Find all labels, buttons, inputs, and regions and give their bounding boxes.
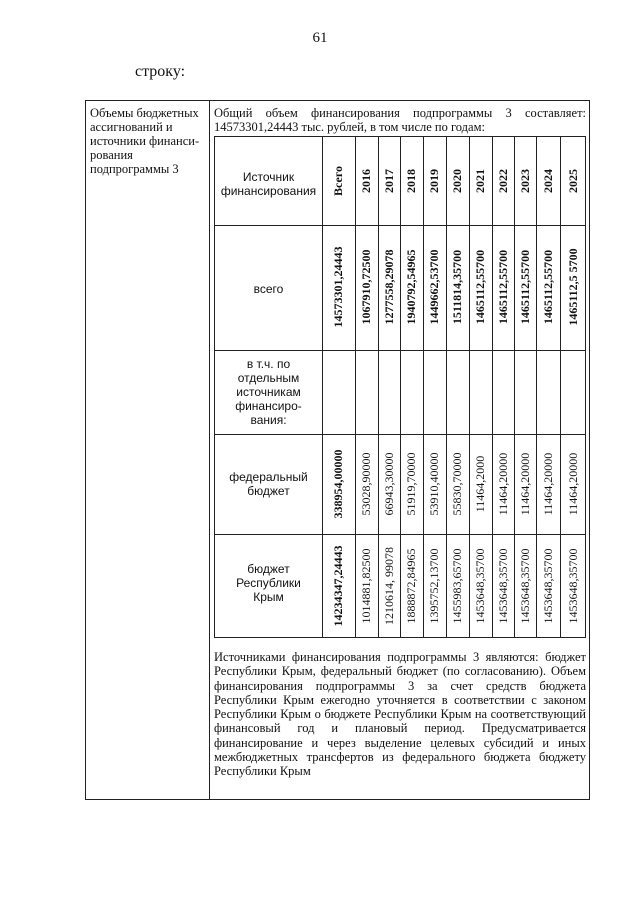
col-header: 2018 (404, 169, 418, 193)
grid-line (378, 137, 379, 637)
col-header: 2016 (359, 169, 373, 193)
cell-federal: 11464,2000 (473, 455, 487, 513)
cell-crimea: 1888872,84965 (404, 548, 418, 624)
grid-line (322, 137, 323, 637)
grid-line (560, 137, 561, 637)
left-label: Объемы бюджетных ассигнований и источники финанси-рования подпрограммы 3 (90, 106, 200, 176)
cell-crimea: 1455983,65700 (450, 548, 464, 624)
row-label-crimea: бюджет Республики Крым (236, 562, 301, 604)
cell-crimea: 14234347,24443 (331, 545, 345, 627)
cell-total: 1067910,72500 (359, 249, 373, 325)
col-header: 2021 (473, 169, 487, 193)
cell-federal: 11464,20000 (541, 452, 555, 516)
cell-total: 1277558,29078 (382, 249, 396, 325)
cell-crimea: 1453648,35700 (496, 548, 510, 624)
cell-crimea: 1395752,13700 (427, 548, 441, 624)
cell-crimea: 1453648,35700 (541, 548, 555, 624)
cell-total: 1511814,35700 (450, 249, 464, 325)
summary-line-1: Общий объем финансирования подпрограммы 3 составляет: (214, 106, 586, 120)
summary-line-2: 14573301,24443 тыс. рублей, в том числе по годам: (214, 120, 485, 134)
lead-text: строку: (135, 63, 186, 80)
col-header: Всего (331, 166, 345, 196)
col-header: 2017 (382, 169, 396, 193)
grid-line (215, 534, 585, 535)
cell-federal: 53910,40000 (427, 452, 441, 516)
page-number: 61 (312, 30, 328, 46)
grid-line (355, 137, 356, 637)
cell-total: 1449662,53700 (427, 249, 441, 325)
financing-notes: Источниками финансирования подпрограммы 3 являются: бюджет Республики Крым, федеральный бюджет (по согласованию). Объем финансирования подпрограммы 3 за счет средств бюджета Республики Крым ежегодно уточняется в соответствии с законом Республики Крым о бюджете Республики Крым на соответствующий финансовый год и плановый период. Предусматривается финансирование и через выделение целевых субсидий и иных межбюджетных трансфертов из федерального бюджета бюджету Республики Крым (214, 650, 586, 779)
cell-total: 1465112,55700 (496, 249, 510, 325)
grid-line (492, 137, 493, 637)
cell-total: 1465112,55700 (541, 249, 555, 325)
cell-crimea: 1453648,35700 (473, 548, 487, 624)
cell-total: 14573301,24443 (331, 246, 345, 328)
grid-line (536, 137, 537, 637)
row-label-federal: федеральный бюджет (229, 470, 308, 498)
grid-line (400, 137, 401, 637)
grid-line (215, 350, 585, 351)
cell-federal: 55830,70000 (450, 452, 464, 516)
cell-crimea: 1014881,82500 (359, 548, 373, 624)
grid-line (215, 434, 585, 435)
col-header: 2020 (450, 169, 464, 193)
grid-line (469, 137, 470, 637)
grid-line (514, 137, 515, 637)
cell-total: 1465112,55700 (473, 249, 487, 325)
cell-total: 1465112,55700 (518, 249, 532, 325)
col-header: 2022 (496, 169, 510, 193)
row-label-total: всего (253, 282, 284, 296)
financing-table (214, 136, 586, 638)
cell-total: 1940792,54965 (404, 249, 418, 325)
col-header: 2019 (427, 169, 441, 193)
cell-crimea: 1453648,35700 (518, 548, 532, 624)
grid-line (446, 137, 447, 637)
cell-federal: 53028,90000 (359, 452, 373, 516)
cell-federal: 11464,20000 (566, 452, 580, 516)
grid-line (423, 137, 424, 637)
row-label-sources: в т.ч. по отдельным источникам финансиро-вания: (235, 357, 302, 427)
col-header: 2023 (518, 169, 532, 193)
cell-federal: 338954,00000 (331, 449, 345, 519)
cell-federal: 51919,70000 (404, 452, 418, 516)
column-divider (209, 100, 210, 800)
col-header: 2025 (566, 169, 580, 193)
cell-federal: 11464,20000 (518, 452, 532, 516)
cell-federal: 11464,20000 (496, 452, 510, 516)
cell-federal: 66943,30000 (382, 452, 396, 516)
grid-line (215, 225, 585, 226)
col-header: 2024 (541, 169, 555, 193)
cell-crimea: 1210614, 99078 (382, 547, 396, 625)
cell-crimea: 1453648,35700 (566, 548, 580, 624)
cell-total: 1465112,5 5700 (566, 248, 580, 326)
header-label: Источник финансирования (220, 170, 317, 198)
